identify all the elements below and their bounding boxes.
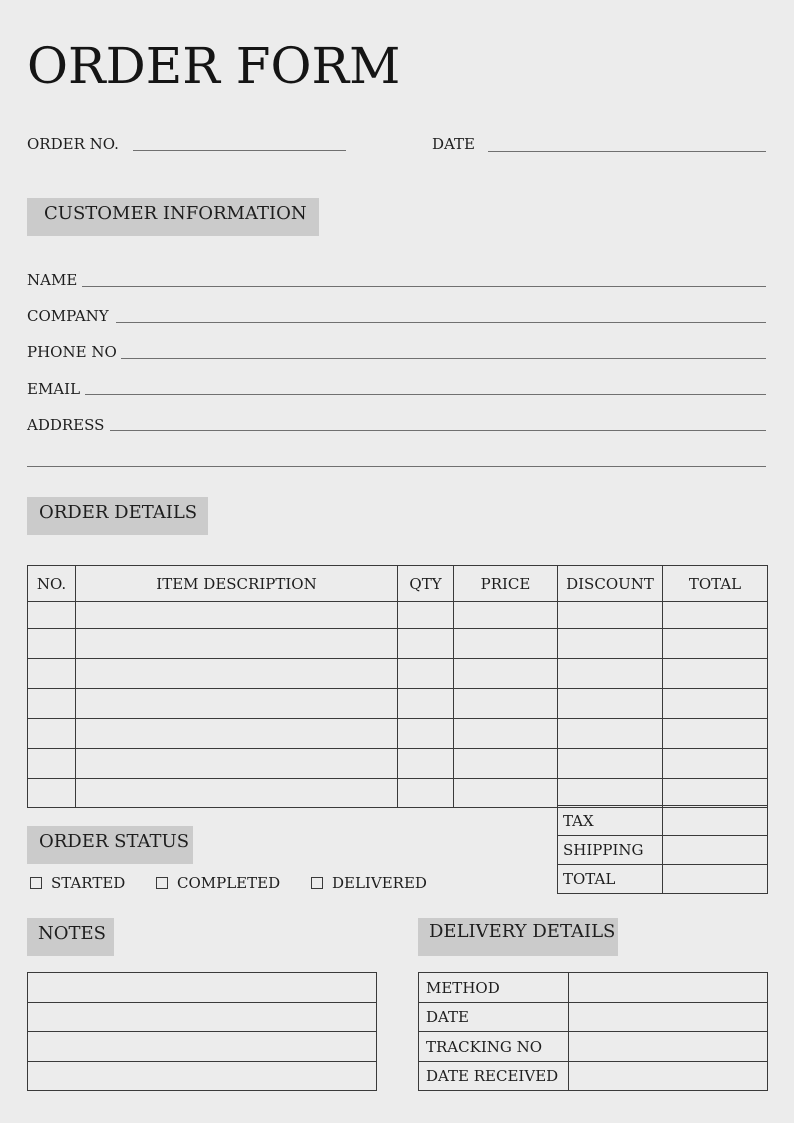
table-row	[28, 602, 768, 629]
address-label: ADDRESS	[27, 416, 105, 434]
table-cell[interactable]	[663, 749, 768, 779]
order-status-heading: ORDER STATUS	[27, 826, 193, 864]
table-row	[28, 689, 768, 719]
name-label: NAME	[27, 271, 78, 289]
table-cell[interactable]	[454, 719, 558, 749]
table-cell[interactable]	[454, 602, 558, 629]
table-cell[interactable]	[76, 749, 398, 779]
tracking-no-label: TRACKING NO	[419, 1032, 569, 1062]
table-cell[interactable]	[558, 629, 663, 659]
date-label: DATE	[432, 135, 475, 153]
table-cell[interactable]	[28, 719, 76, 749]
date-received-label: DATE RECEIVED	[419, 1062, 569, 1091]
tracking-no-cell[interactable]	[569, 1032, 768, 1062]
date-received-cell[interactable]	[569, 1062, 768, 1091]
col-qty: QTY	[398, 566, 454, 602]
order-no-label: ORDER NO.	[27, 135, 119, 153]
date-field[interactable]	[488, 151, 766, 152]
col-item-description: ITEM DESCRIPTION	[76, 566, 398, 602]
summary-table	[557, 805, 768, 894]
table-cell[interactable]	[28, 779, 76, 808]
checkbox-started[interactable]	[30, 877, 42, 889]
table-cell[interactable]	[398, 719, 454, 749]
notes-table	[27, 972, 377, 1091]
table-cell[interactable]	[454, 779, 558, 808]
method-cell[interactable]	[569, 973, 768, 1003]
email-label: EMAIL	[27, 380, 81, 398]
notes-cell[interactable]	[28, 1062, 377, 1091]
notes-cell[interactable]	[28, 1032, 377, 1062]
delivery-table	[418, 972, 768, 1091]
table-cell[interactable]	[76, 689, 398, 719]
table-cell[interactable]	[558, 689, 663, 719]
delivery-date-cell[interactable]	[569, 1003, 768, 1032]
email-field[interactable]	[85, 394, 766, 395]
table-cell[interactable]	[398, 659, 454, 689]
table-cell[interactable]	[398, 689, 454, 719]
col-no: NO.	[28, 566, 76, 602]
status-completed[interactable]: COMPLETED	[156, 873, 280, 892]
order-items-table	[27, 565, 768, 808]
notes-cell[interactable]	[28, 1003, 377, 1032]
table-row	[28, 659, 768, 689]
table-cell[interactable]	[398, 629, 454, 659]
table-cell[interactable]	[28, 749, 76, 779]
table-cell[interactable]	[663, 719, 768, 749]
status-started[interactable]: STARTED	[30, 873, 125, 892]
table-cell[interactable]	[663, 689, 768, 719]
table-cell[interactable]	[558, 602, 663, 629]
table-cell[interactable]	[76, 659, 398, 689]
table-cell[interactable]	[76, 629, 398, 659]
checkbox-delivered[interactable]	[311, 877, 323, 889]
tax-label: TAX	[558, 806, 663, 836]
notes-line	[28, 1062, 377, 1091]
col-discount: DISCOUNT	[558, 566, 663, 602]
table-cell[interactable]	[398, 749, 454, 779]
checkbox-completed[interactable]	[156, 877, 168, 889]
table-cell[interactable]	[663, 659, 768, 689]
total-label: TOTAL	[558, 865, 663, 894]
table-cell[interactable]	[663, 602, 768, 629]
delivery-details-heading: DELIVERY DETAILS	[418, 918, 618, 956]
address-field-line-2[interactable]	[27, 466, 766, 467]
col-total: TOTAL	[663, 566, 768, 602]
table-cell[interactable]	[398, 602, 454, 629]
table-cell[interactable]	[663, 629, 768, 659]
shipping-cell[interactable]	[663, 836, 768, 865]
tax-cell[interactable]	[663, 806, 768, 836]
company-field[interactable]	[116, 322, 766, 323]
table-cell[interactable]	[558, 719, 663, 749]
table-cell[interactable]	[454, 659, 558, 689]
notes-heading: NOTES	[27, 918, 114, 956]
delivery-date-label: DATE	[419, 1003, 569, 1032]
total-cell[interactable]	[663, 865, 768, 894]
table-cell[interactable]	[663, 779, 768, 808]
name-field[interactable]	[82, 286, 766, 287]
table-cell[interactable]	[28, 689, 76, 719]
table-row	[28, 749, 768, 779]
table-row	[28, 629, 768, 659]
phone-label: PHONE NO	[27, 343, 117, 361]
customer-info-heading: CUSTOMER INFORMATION	[27, 198, 319, 236]
table-cell[interactable]	[398, 779, 454, 808]
notes-line	[28, 1003, 377, 1032]
table-row	[28, 719, 768, 749]
notes-cell[interactable]	[28, 973, 377, 1003]
company-label: COMPANY	[27, 307, 109, 325]
table-cell[interactable]	[558, 749, 663, 779]
address-field[interactable]	[110, 430, 766, 431]
table-cell[interactable]	[454, 689, 558, 719]
notes-line	[28, 1032, 377, 1062]
table-row	[28, 779, 768, 808]
table-cell[interactable]	[28, 659, 76, 689]
col-price: PRICE	[454, 566, 558, 602]
status-delivered[interactable]: DELIVERED	[311, 873, 427, 892]
page-title: ORDER FORM	[27, 37, 401, 95]
table-cell[interactable]	[558, 779, 663, 808]
table-cell[interactable]	[454, 749, 558, 779]
shipping-label: SHIPPING	[558, 836, 663, 865]
table-cell[interactable]	[76, 602, 398, 629]
table-cell[interactable]	[76, 719, 398, 749]
table-cell[interactable]	[28, 602, 76, 629]
order-details-heading: ORDER DETAILS	[27, 497, 208, 535]
table-cell[interactable]	[28, 629, 76, 659]
table-cell[interactable]	[76, 779, 398, 808]
phone-field[interactable]	[121, 358, 766, 359]
table-cell[interactable]	[558, 659, 663, 689]
notes-line	[28, 973, 377, 1003]
method-label: METHOD	[419, 973, 569, 1003]
table-cell[interactable]	[454, 629, 558, 659]
order-no-field[interactable]	[133, 150, 346, 151]
